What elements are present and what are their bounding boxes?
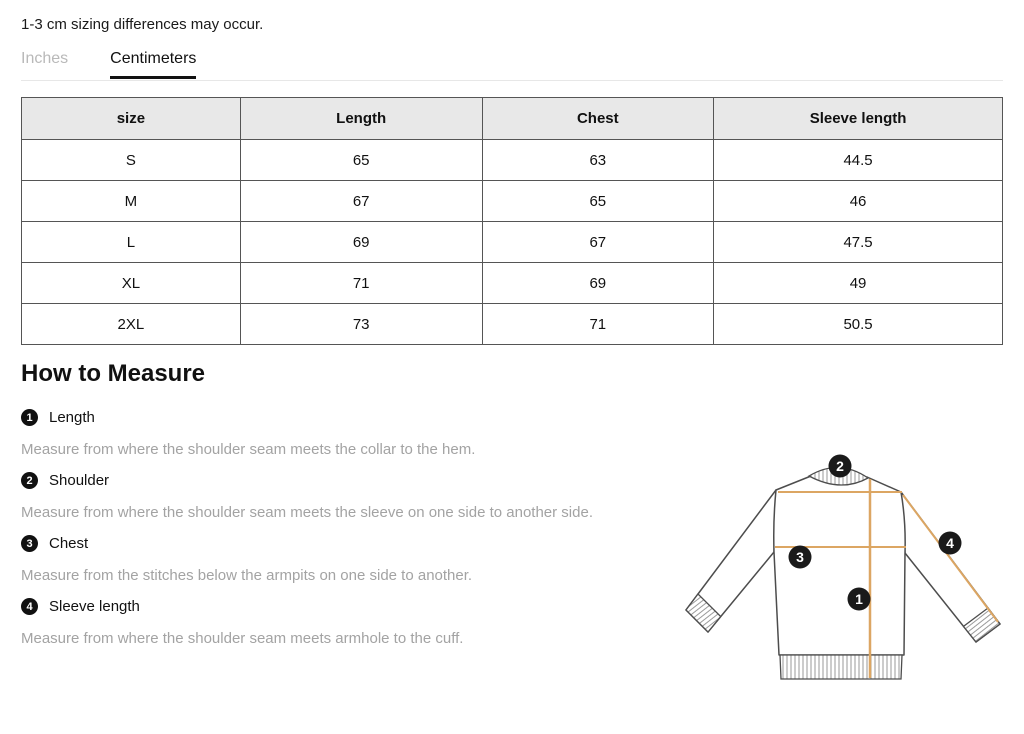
table-row [22, 263, 1003, 304]
marker-1 [848, 588, 871, 611]
table-row [22, 181, 1003, 222]
size-table [21, 97, 1003, 345]
cell-size: M [22, 181, 241, 222]
sizing-note: 1-3 cm sizing differences may occur. [21, 16, 264, 33]
sweater-measurement-diagram [678, 446, 1024, 704]
cell-chest: 69 [482, 263, 714, 304]
measure-item-label: Length [49, 409, 95, 426]
table-row [22, 304, 1003, 345]
measure-item-label: Shoulder [49, 472, 110, 489]
cell-length: 67 [240, 181, 482, 222]
cell-length: 73 [240, 304, 482, 345]
marker-2 [829, 455, 852, 478]
measure-instructions [21, 409, 661, 661]
measure-item-label: Sleeve length [49, 598, 140, 615]
measure-item-sleeve-length [21, 598, 661, 615]
cell-sleeve-length: 46 [714, 181, 1003, 222]
hem-band [780, 655, 902, 679]
column-header-sleeve-length: Sleeve length [714, 98, 1003, 140]
column-header-chest: Chest [482, 98, 714, 140]
number-4-badge: 4 [21, 598, 38, 615]
measure-item-shoulder [21, 472, 661, 489]
svg-text:2: 2 [836, 458, 844, 474]
cell-chest: 71 [482, 304, 714, 345]
measure-item-label: Chest [49, 535, 89, 552]
cell-chest: 67 [482, 222, 714, 263]
cell-size: XL [22, 263, 241, 304]
number-3-badge: 3 [21, 535, 38, 552]
measure-item-description: Measure from where the shoulder seam meets the sleeve on one side to another side. [21, 504, 593, 521]
measure-item-length [21, 409, 661, 426]
cell-chest: 63 [482, 140, 714, 181]
measure-item-description: Measure from the stitches below the armpits on one side to another. [21, 567, 473, 584]
measure-item-chest [21, 535, 661, 552]
cell-size: L [22, 222, 241, 263]
how-to-measure-title: How to Measure [21, 360, 206, 387]
cell-sleeve-length: 44.5 [714, 140, 1003, 181]
svg-text:1: 1 [855, 591, 863, 607]
number-2-badge: 2 [21, 472, 38, 489]
cell-length: 71 [240, 263, 482, 304]
cell-sleeve-length: 49 [714, 263, 1003, 304]
tab-inches[interactable]: Inches [21, 50, 69, 67]
measure-item-description: Measure from where the shoulder seam meets the collar to the hem. [21, 441, 476, 458]
measure-item-description: Measure from where the shoulder seam meets armhole to the cuff. [21, 630, 464, 647]
svg-text:3: 3 [796, 549, 804, 565]
unit-tabs [21, 50, 196, 79]
marker-4 [939, 532, 962, 555]
table-header-row [22, 98, 1003, 140]
marker-3 [789, 546, 812, 569]
cell-sleeve-length: 50.5 [714, 304, 1003, 345]
cell-sleeve-length: 47.5 [714, 222, 1003, 263]
cell-length: 65 [240, 140, 482, 181]
svg-text:4: 4 [946, 535, 954, 551]
column-header-length: Length [240, 98, 482, 140]
tabs-divider [21, 80, 1003, 81]
tab-centimeters[interactable]: Centimeters [110, 50, 196, 79]
column-header-size: size [22, 98, 241, 140]
number-1-badge: 1 [21, 409, 38, 426]
table-row [22, 222, 1003, 263]
cell-length: 69 [240, 222, 482, 263]
cell-size: 2XL [22, 304, 241, 345]
table-row [22, 140, 1003, 181]
cell-chest: 65 [482, 181, 714, 222]
cell-size: S [22, 140, 241, 181]
